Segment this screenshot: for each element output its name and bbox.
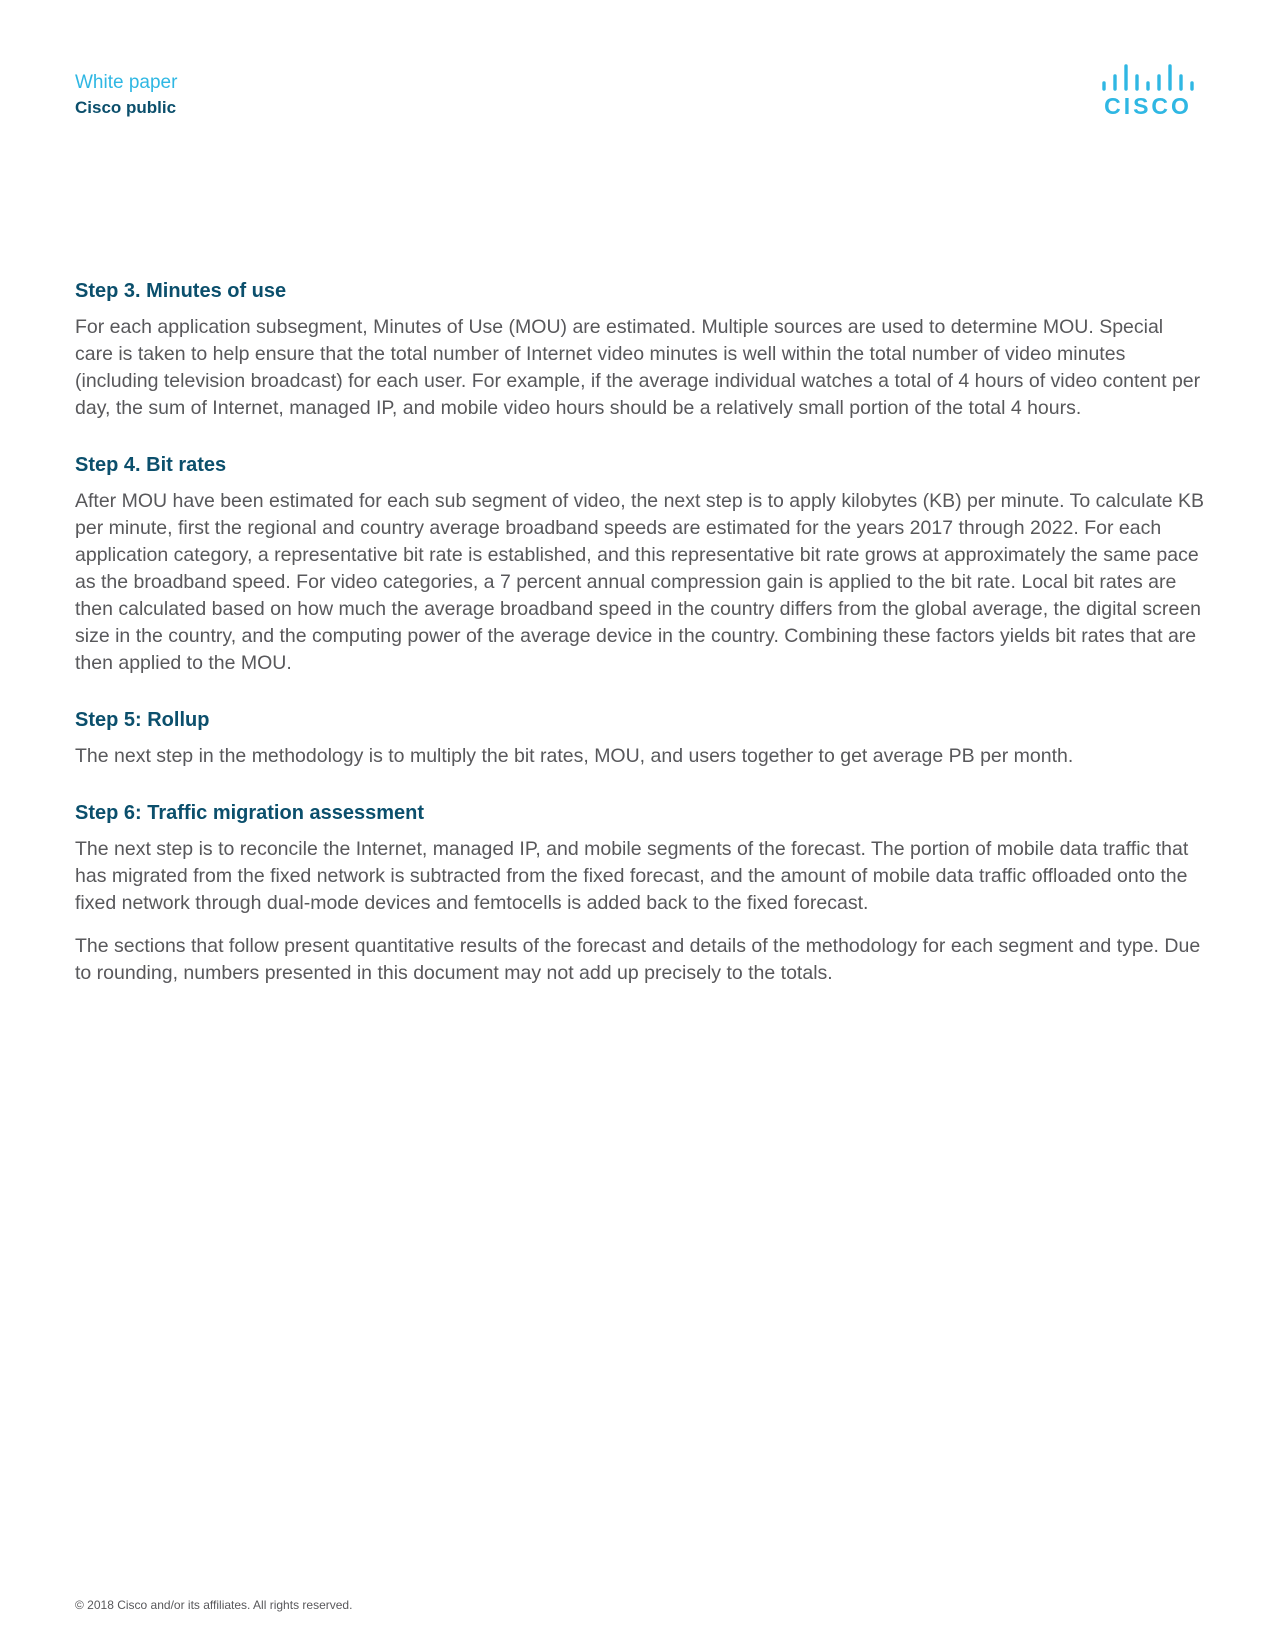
section-rollup bbox=[75, 707, 1205, 770]
cisco-logo-icon bbox=[1100, 62, 1200, 118]
section-paragraph: The next step is to reconcile the Internet, managed IP, and mobile segments of the forecast. The portion of mobile data traffic that has migrated from the fixed network is subtracted from the fixed forecast, and the amount of mobile data traffic offloaded onto the fixed network through dual-mode devices and femtocells is added back to the fixed forecast. bbox=[75, 838, 1189, 914]
section-bit-rates bbox=[75, 452, 1205, 677]
logo-wordmark: CISCO bbox=[1104, 93, 1192, 118]
section-paragraph: For each application subsegment, Minutes of Use (MOU) are estimated. Multiple sources are used to determine MOU. Special care is taken to help ensure that the total number of Internet video minutes is well within the total number of video minutes (including television broadcast) for each user. For example, if the average individual watches a total of 4 hours of video content per day, the sum of Internet, managed IP, and mobile video hours should be a relatively small portion of the total 4 hours. bbox=[75, 316, 1201, 419]
document-body bbox=[75, 278, 1205, 1017]
section-paragraph: After MOU have been estimated for each sub segment of video, the next step is to apply kilobytes (KB) per minute. To calculate KB per minute, first the regional and country average broadband speeds are estimated for the years 2017 through 2022. For each application category, a representative bit rate is established, and this representative bit rate grows at approximately the same pace as the broadband speed. For video categories, a 7 percent annual compression gain is applied to the bit rate. Local bit rates are then calculated based on how much the average broadband speed in the country differs from the global average, the digital screen size in the country, and the computing power of the average device in the country. Combining these factors yields bit rates that are then applied to the MOU. bbox=[75, 490, 1205, 674]
document-type: White paper bbox=[75, 72, 178, 93]
copyright-footer: © 2018 Cisco and/or its affiliates. All rights reserved. bbox=[75, 1598, 353, 1612]
section-paragraph: The sections that follow present quantitative results of the forecast and details of the methodology for each segment and type. Due to rounding, numbers presented in this document may not add up precisely to the totals. bbox=[75, 935, 1201, 984]
section-paragraph: The next step in the methodology is to multiply the bit rates, MOU, and users together to get average PB per month. bbox=[75, 745, 1074, 767]
section-minutes-of-use bbox=[75, 278, 1205, 422]
section-title: Step 4. Bit rates bbox=[75, 454, 227, 476]
section-title: Step 6: Traffic migration assessment bbox=[75, 802, 425, 824]
section-traffic-migration bbox=[75, 800, 1205, 987]
section-title: Step 3. Minutes of use bbox=[75, 280, 287, 302]
section-title: Step 5: Rollup bbox=[75, 709, 210, 731]
document-classification: Cisco public bbox=[75, 98, 177, 117]
document-header bbox=[75, 70, 177, 120]
